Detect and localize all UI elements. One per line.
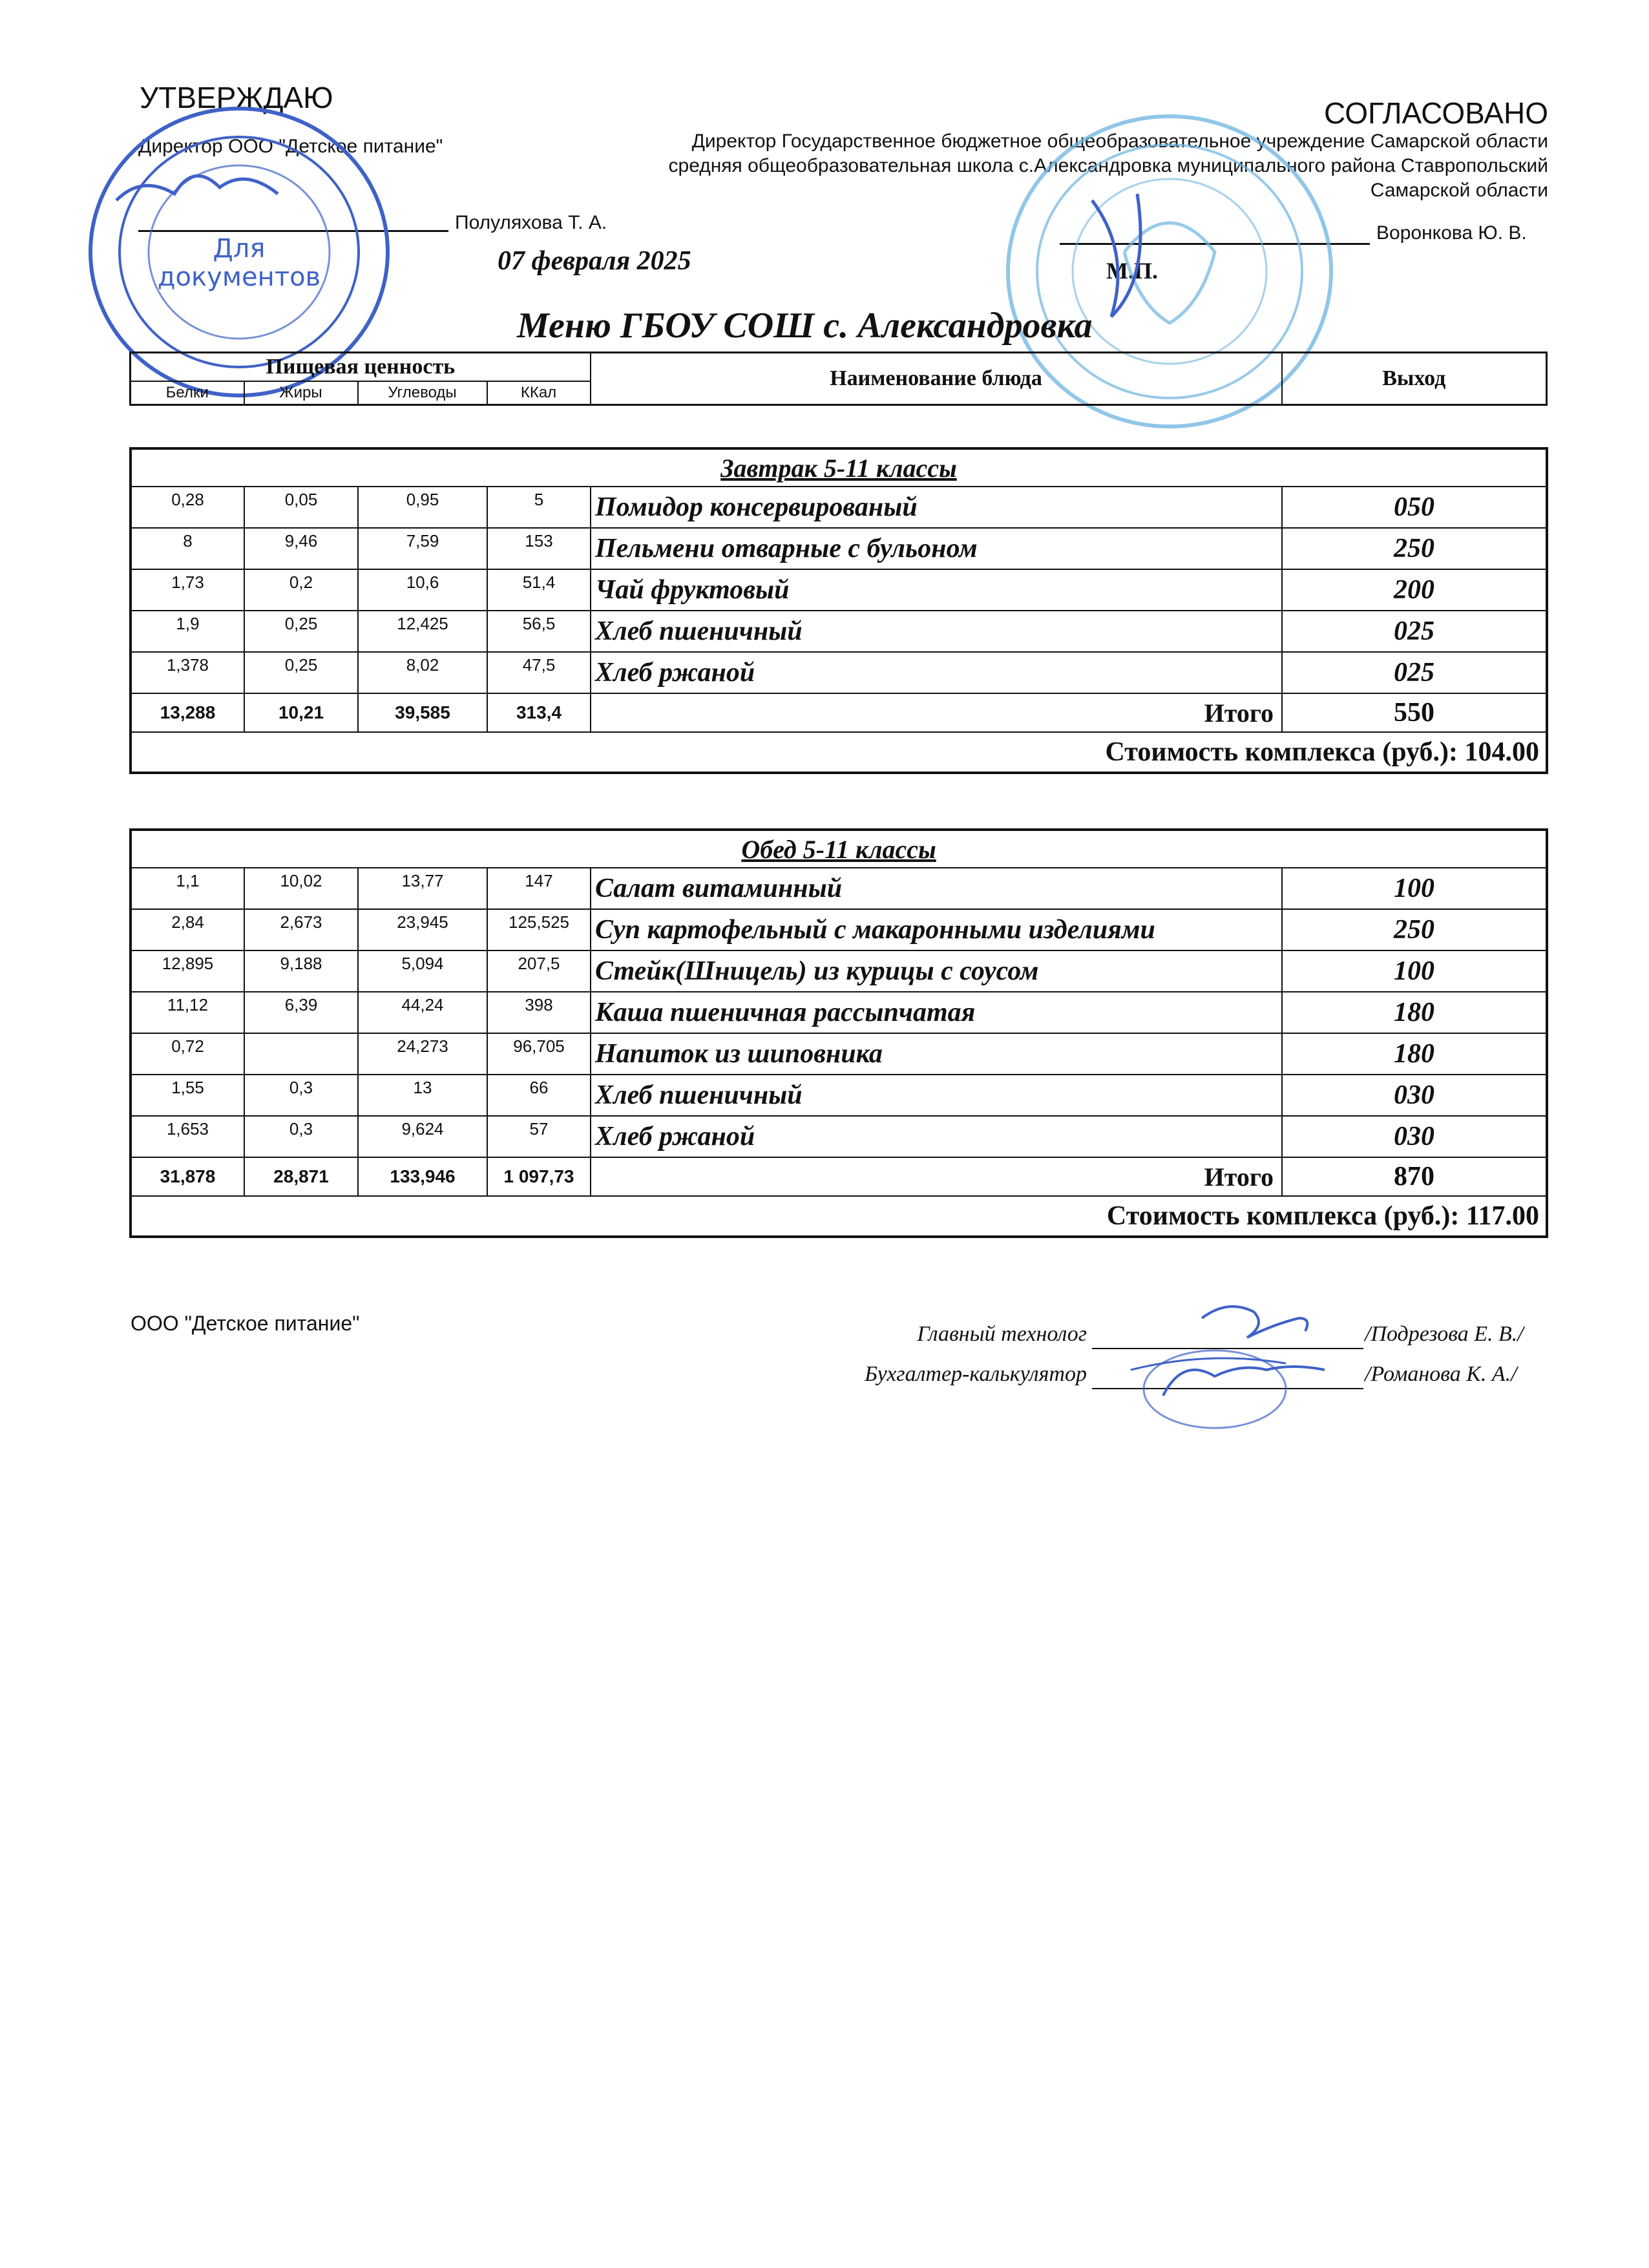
mp-label: М.П. xyxy=(1106,258,1158,284)
lunch-row-kcal: 147 xyxy=(487,868,591,909)
lunch-row-kcal: 96,705 xyxy=(487,1033,591,1075)
breakfast-row-dish-name: Хлеб ржаной xyxy=(591,652,1282,693)
lunch-row-dish-name: Хлеб ржаной xyxy=(591,1116,1282,1157)
lunch-row-kcal: 207,5 xyxy=(487,950,591,992)
lunch-row-proteins: 11,12 xyxy=(131,992,244,1033)
header-output: Выход xyxy=(1282,353,1547,405)
technologist-role: Главный технолог xyxy=(917,1322,1087,1346)
lunch-row-carbs: 9,624 xyxy=(358,1116,487,1157)
lunch-row-carbs: 24,273 xyxy=(358,1033,487,1075)
breakfast-row-proteins: 0,28 xyxy=(131,487,244,528)
lunch-total-fats: 28,871 xyxy=(244,1157,358,1196)
lunch-total-carbs: 133,946 xyxy=(358,1157,487,1196)
lunch-row-proteins: 1,653 xyxy=(131,1116,244,1157)
breakfast-row-kcal: 47,5 xyxy=(487,652,591,693)
breakfast-row-fats: 9,46 xyxy=(244,528,358,569)
breakfast-row-proteins: 1,9 xyxy=(131,611,244,652)
lunch-row-output: 100 xyxy=(1282,868,1547,909)
breakfast-total-output: 550 xyxy=(1282,693,1547,732)
breakfast-row-kcal: 153 xyxy=(487,528,591,569)
breakfast-table xyxy=(129,447,1548,774)
breakfast-row-fats: 0,25 xyxy=(244,652,358,693)
lunch-row-carbs: 44,24 xyxy=(358,992,487,1033)
left-stamp-text-1: Для xyxy=(213,234,266,264)
lunch-row-output: 180 xyxy=(1282,992,1547,1033)
table-row xyxy=(131,569,1547,611)
breakfast-row-fats: 0,25 xyxy=(244,611,358,652)
lunch-total-proteins: 31,878 xyxy=(131,1157,244,1196)
table-row xyxy=(131,950,1547,992)
lunch-row-output: 250 xyxy=(1282,909,1547,950)
lunch-row-kcal: 398 xyxy=(487,992,591,1033)
breakfast-row-carbs: 0,95 xyxy=(358,487,487,528)
lunch-row-fats xyxy=(244,1033,358,1075)
breakfast-row-fats: 0,05 xyxy=(244,487,358,528)
breakfast-row-output: 200 xyxy=(1282,569,1547,611)
breakfast-row-proteins: 1,378 xyxy=(131,652,244,693)
approve-title: УТВЕРЖДАЮ xyxy=(140,81,333,114)
header-dish: Наименование блюда xyxy=(591,353,1282,405)
lunch-row-proteins: 12,895 xyxy=(131,950,244,992)
approve-position: Директор ООО "Детское питание" xyxy=(138,136,443,157)
lunch-cost: Стоимость комплекса (руб.): 117.00 xyxy=(131,1196,1547,1237)
menu-title: Меню ГБОУ СОШ с. Александровка xyxy=(517,306,1093,346)
table-row xyxy=(131,1116,1547,1157)
lunch-row-dish-name: Напиток из шиповника xyxy=(591,1033,1282,1075)
table-row xyxy=(131,487,1547,528)
breakfast-row-carbs: 12,425 xyxy=(358,611,487,652)
breakfast-row-carbs: 10,6 xyxy=(358,569,487,611)
breakfast-row-output: 025 xyxy=(1282,611,1547,652)
lunch-row-proteins: 0,72 xyxy=(131,1033,244,1075)
breakfast-total-fats: 10,21 xyxy=(244,693,358,732)
breakfast-row-fats: 0,2 xyxy=(244,569,358,611)
lunch-total-kcal: 1 097,73 xyxy=(487,1157,591,1196)
lunch-row-fats: 9,188 xyxy=(244,950,358,992)
lunch-row-proteins: 1,1 xyxy=(131,868,244,909)
lunch-row-output: 030 xyxy=(1282,1116,1547,1157)
table-row xyxy=(131,528,1547,569)
lunch-row-dish-name: Салат витаминный xyxy=(591,868,1282,909)
breakfast-row-proteins: 8 xyxy=(131,528,244,569)
lunch-row-output: 180 xyxy=(1282,1033,1547,1075)
lunch-total-output: 870 xyxy=(1282,1157,1547,1196)
table-row xyxy=(131,652,1547,693)
breakfast-row-carbs: 7,59 xyxy=(358,528,487,569)
lunch-row-output: 100 xyxy=(1282,950,1547,992)
lunch-table xyxy=(129,828,1548,1238)
header-proteins: Белки xyxy=(131,381,244,405)
lunch-title: Обед 5-11 классы xyxy=(131,830,1547,868)
technologist-name: /Подрезова Е. В./ xyxy=(1365,1322,1524,1346)
lunch-row-fats: 6,39 xyxy=(244,992,358,1033)
breakfast-row-dish-name: Хлеб пшеничный xyxy=(591,611,1282,652)
lunch-row-fats: 0,3 xyxy=(244,1116,358,1157)
breakfast-row-kcal: 51,4 xyxy=(487,569,591,611)
footer-org: ООО "Детское питание" xyxy=(131,1312,360,1335)
breakfast-total-carbs: 39,585 xyxy=(358,693,487,732)
agree-title: СОГЛАСОВАНО xyxy=(1324,96,1548,130)
header-nutrition: Пищевая ценность xyxy=(131,353,591,382)
lunch-row-output: 030 xyxy=(1282,1075,1547,1116)
accountant-role: Бухгалтер-калькулятор xyxy=(864,1362,1087,1386)
lunch-row-fats: 2,673 xyxy=(244,909,358,950)
lunch-row-carbs: 13,77 xyxy=(358,868,487,909)
header-kcal: ККал xyxy=(487,381,591,405)
breakfast-row-output: 050 xyxy=(1282,487,1547,528)
lunch-row-kcal: 125,525 xyxy=(487,909,591,950)
approve-name: Полуляхова Т. А. xyxy=(455,212,607,233)
agree-name: Воронкова Ю. В. xyxy=(1376,222,1527,244)
lunch-row-proteins: 1,55 xyxy=(131,1075,244,1116)
breakfast-row-carbs: 8,02 xyxy=(358,652,487,693)
lunch-row-dish-name: Суп картофельный с макаронными изделиями xyxy=(591,909,1282,950)
left-stamp-text-2: документов xyxy=(157,262,321,292)
lunch-row-proteins: 2,84 xyxy=(131,909,244,950)
breakfast-row-dish-name: Пельмени отварные с бульоном xyxy=(591,528,1282,569)
breakfast-total-kcal: 313,4 xyxy=(487,693,591,732)
breakfast-row-output: 025 xyxy=(1282,652,1547,693)
table-row xyxy=(131,1075,1547,1116)
menu-header-table xyxy=(129,352,1548,406)
header-fats: Жиры xyxy=(244,381,358,405)
breakfast-total-label: Итого xyxy=(591,693,1282,732)
lunch-row-carbs: 23,945 xyxy=(358,909,487,950)
table-row xyxy=(131,611,1547,652)
lunch-row-fats: 10,02 xyxy=(244,868,358,909)
footer-signatures-icon xyxy=(1124,1292,1396,1434)
lunch-row-carbs: 13 xyxy=(358,1075,487,1116)
breakfast-title: Завтрак 5-11 классы xyxy=(131,448,1547,487)
breakfast-row-output: 250 xyxy=(1282,528,1547,569)
lunch-row-kcal: 57 xyxy=(487,1116,591,1157)
lunch-total-label: Итого xyxy=(591,1157,1282,1196)
lunch-row-fats: 0,3 xyxy=(244,1075,358,1116)
lunch-row-dish-name: Стейк(Шницель) из курицы с соусом xyxy=(591,950,1282,992)
agree-position: Директор Государственное бюджетное общеобразовательное учреждение Самарской области средняя общеобразовательная школа с.Александровка муниципального района Ставропольский Самарской области xyxy=(668,131,1548,201)
lunch-row-carbs: 5,094 xyxy=(358,950,487,992)
lunch-row-dish-name: Каша пшеничная рассыпчатая xyxy=(591,992,1282,1033)
table-row xyxy=(131,868,1547,909)
breakfast-row-kcal: 5 xyxy=(487,487,591,528)
table-row xyxy=(131,992,1547,1033)
breakfast-cost: Стоимость комплекса (руб.): 104.00 xyxy=(131,732,1547,773)
breakfast-total-proteins: 13,288 xyxy=(131,693,244,732)
header-carbs: Углеводы xyxy=(358,381,487,405)
lunch-row-dish-name: Хлеб пшеничный xyxy=(591,1075,1282,1116)
breakfast-row-kcal: 56,5 xyxy=(487,611,591,652)
breakfast-row-proteins: 1,73 xyxy=(131,569,244,611)
approve-date: 07 февраля 2025 xyxy=(498,246,691,276)
table-row xyxy=(131,909,1547,950)
breakfast-row-dish-name: Помидор консервированый xyxy=(591,487,1282,528)
accountant-name: /Романова К. А./ xyxy=(1365,1362,1517,1386)
breakfast-row-dish-name: Чай фруктовый xyxy=(591,569,1282,611)
lunch-row-kcal: 66 xyxy=(487,1075,591,1116)
table-row xyxy=(131,1033,1547,1075)
